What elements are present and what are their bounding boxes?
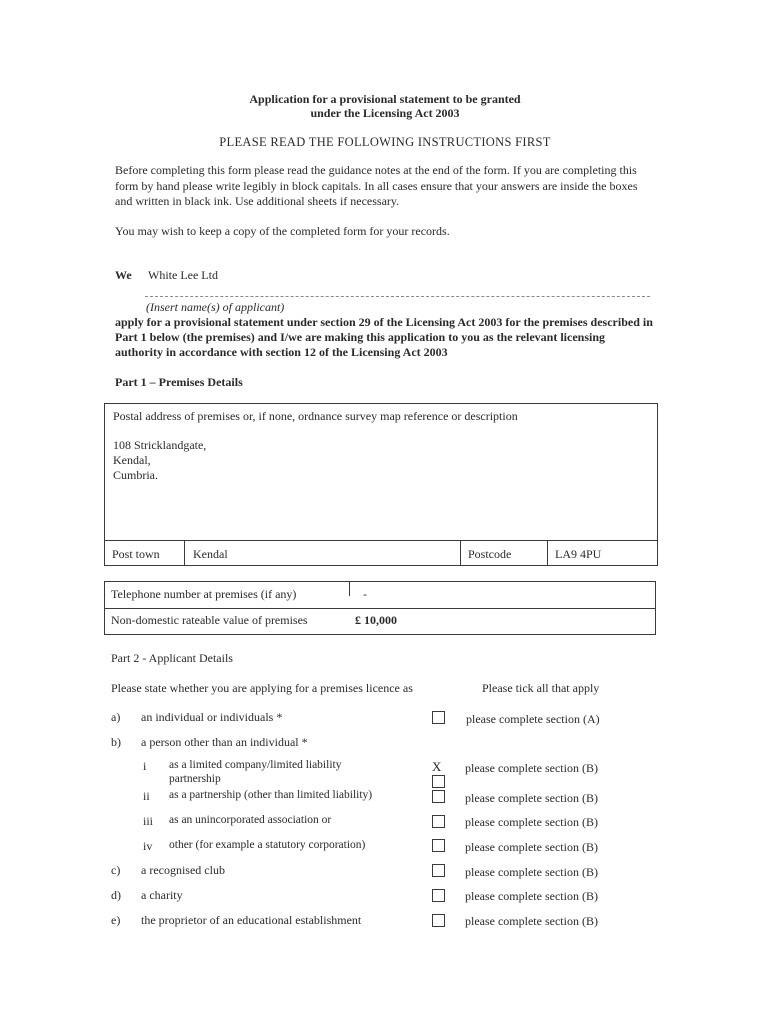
rateable-row — [105, 608, 655, 634]
records-note: You may wish to keep a copy of the completed form for your records. — [115, 224, 450, 238]
option-marker: b) — [111, 735, 121, 749]
option-marker: iii — [143, 814, 154, 828]
part2-heading: Part 2 - Applicant Details — [111, 651, 233, 665]
telephone-label: Telephone number at premises (if any) — [111, 587, 297, 601]
checkbox-educational[interactable] — [432, 914, 445, 927]
post-town-label: Post town — [112, 547, 160, 561]
checkbox-other[interactable] — [432, 839, 445, 852]
rateable-label: Non-domestic rateable value of premises — [111, 613, 308, 627]
application-statement: apply for a provisional statement under section 29 of the Licensing Act 2003 for the premises described in Part 1 below (the premises) and I/we are making this application to you as the relevant licensing authority in accordance with section 12 of the Licensing Act 2003 — [115, 315, 653, 359]
postcode-label: Postcode — [468, 547, 512, 561]
applicant-name-line — [145, 296, 650, 297]
instructions-heading: PLEASE READ THE FOLLOWING INSTRUCTIONS FIRST — [219, 135, 551, 149]
checkbox-partnership[interactable] — [432, 790, 445, 803]
applicant-name[interactable]: White Lee Ltd — [148, 268, 218, 282]
option-label: other (for example a statutory corporation) — [169, 839, 366, 851]
checkbox-charity[interactable] — [432, 889, 445, 902]
postcode-value[interactable]: LA9 4PU — [555, 547, 602, 561]
we-label: We — [115, 268, 132, 282]
checkbox-recognised-club[interactable] — [432, 864, 445, 877]
option-marker: i — [143, 759, 147, 773]
option-label: the proprietor of an educational establishment — [141, 913, 362, 927]
part1-heading: Part 1 – Premises Details — [115, 375, 243, 389]
checkbox-unincorporated[interactable] — [432, 815, 445, 828]
telephone-value[interactable]: - — [363, 587, 367, 601]
option-marker: a) — [111, 710, 121, 724]
insert-name-hint: (Insert name(s) of applicant) — [146, 300, 285, 314]
option-note: please complete section (B) — [465, 815, 598, 829]
tick-instruction: Please tick all that apply — [482, 681, 600, 695]
address-value[interactable]: 108 Stricklandgate, Kendal, Cumbria. — [113, 438, 207, 482]
option-note: please complete section (B) — [465, 865, 598, 879]
address-label: Postal address of premises or, if none, ordnance survey map reference or description — [113, 409, 518, 423]
post-town-value[interactable]: Kendal — [193, 547, 228, 561]
option-label: a person other than an individual * — [141, 735, 308, 749]
option-label: a recognised club — [141, 863, 225, 877]
premises-address-box — [104, 403, 658, 566]
form-title-line1: Application for a provisional statement to be granted — [249, 92, 521, 106]
option-note: please complete section (B) — [465, 791, 598, 805]
intro-paragraph: Before completing this form please read the guidance notes at the end of the form. If you are completing this form by hand please write legibly in block capitals. In all cases ensure that your answers are inside the boxes and written in black ink. Use additional sheets if necessary. — [115, 163, 638, 208]
option-marker: iv — [143, 839, 153, 853]
option-marker: ii — [143, 789, 150, 803]
option-label: an individual or individuals * — [141, 710, 283, 724]
form-title-line2: under the Licensing Act 2003 — [310, 106, 460, 120]
option-note: please complete section (B) — [465, 761, 598, 775]
post-town-row — [105, 540, 657, 566]
checkbox-limited-company-mark[interactable]: X — [432, 759, 442, 774]
option-label: as an unincorporated association or — [169, 814, 332, 826]
option-note: please complete section (B) — [465, 889, 598, 903]
telephone-row — [105, 582, 655, 609]
option-note: please complete section (B) — [465, 840, 598, 854]
option-marker: e) — [111, 913, 121, 927]
option-label-continued: partnership — [169, 773, 221, 785]
divider — [460, 541, 461, 566]
option-label: a charity — [141, 888, 183, 902]
option-marker: d) — [111, 888, 121, 902]
divider — [349, 582, 350, 596]
option-label: as a limited company/limited liability — [169, 759, 342, 771]
option-label: as a partnership (other than limited liability) — [169, 789, 373, 801]
divider — [184, 541, 185, 566]
option-marker: c) — [111, 863, 121, 877]
rateable-value[interactable]: £ 10,000 — [355, 613, 397, 627]
option-note: please complete section (B) — [465, 914, 598, 928]
divider — [547, 541, 548, 566]
checkbox-individual[interactable] — [432, 711, 445, 724]
checkbox-limited-company[interactable] — [432, 775, 445, 788]
part2-question: Please state whether you are applying for a premises licence as — [111, 681, 413, 695]
option-note: please complete section (A) — [466, 712, 600, 726]
premises-details-box — [104, 581, 656, 635]
